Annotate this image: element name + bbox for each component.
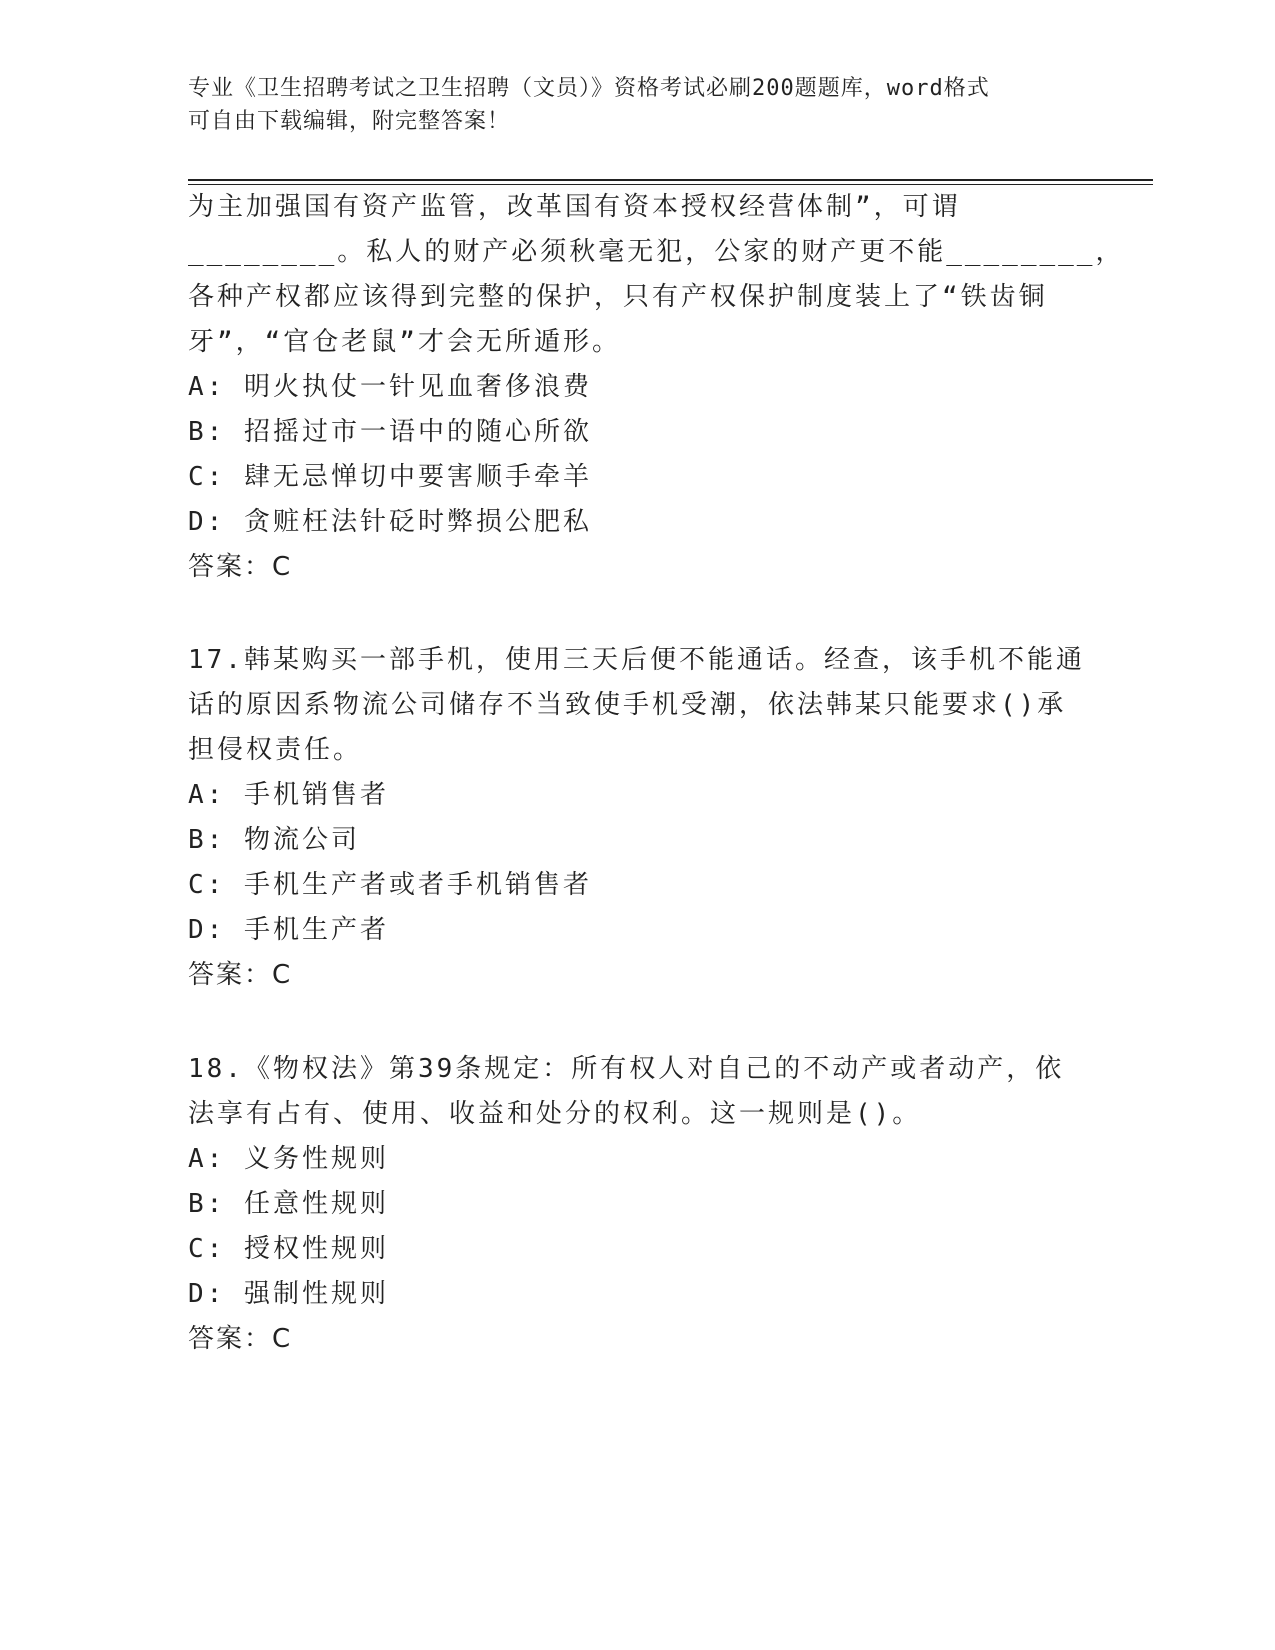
page-header bbox=[188, 72, 1088, 138]
question-17 bbox=[188, 638, 1088, 998]
question-16 bbox=[188, 185, 1125, 590]
question-text-line: ________。私人的财产必须秋毫无犯，公家的财产更不能________， bbox=[188, 237, 1125, 267]
question-text-line: 法享有占有、使用、收益和处分的权利。这一规则是()。 bbox=[188, 1099, 922, 1129]
option-d: D: 手机生产者 bbox=[188, 915, 389, 945]
question-text-line: 话的原因系物流公司储存不当致使手机受潮，依法韩某只能要求()承 bbox=[188, 690, 1067, 720]
header-line-2: 可自由下载编辑，附完整答案！ bbox=[188, 109, 511, 134]
header-divider-thick bbox=[188, 179, 1153, 181]
answer: 答案：C bbox=[188, 552, 293, 582]
question-text-line: 各种产权都应该得到完整的保护，只有产权保护制度装上了“铁齿铜 bbox=[188, 282, 1048, 312]
question-text-line: 18.《物权法》第39条规定：所有权人对自己的不动产或者动产，依 bbox=[188, 1054, 1065, 1084]
question-text-line: 17.韩某购买一部手机，使用三天后便不能通话。经查，该手机不能通 bbox=[188, 645, 1085, 675]
option-d: D: 强制性规则 bbox=[188, 1279, 389, 1309]
option-b: B: 物流公司 bbox=[188, 825, 360, 855]
option-a: A: 手机销售者 bbox=[188, 780, 389, 810]
question-18 bbox=[188, 1047, 1088, 1362]
option-b: B: 任意性规则 bbox=[188, 1189, 389, 1219]
question-text-line: 担侵权责任。 bbox=[188, 735, 363, 765]
answer: 答案：C bbox=[188, 1324, 293, 1354]
header-line-1: 专业《卫生招聘考试之卫生招聘（文员）》资格考试必刷200题题库，word格式 bbox=[188, 76, 990, 101]
option-c: C: 肆无忌惮切中要害顺手牵羊 bbox=[188, 462, 592, 492]
option-d: D: 贪赃枉法针砭时弊损公肥私 bbox=[188, 507, 592, 537]
option-c: C: 手机生产者或者手机销售者 bbox=[188, 870, 592, 900]
option-a: A: 义务性规则 bbox=[188, 1144, 389, 1174]
option-b: B: 招摇过市一语中的随心所欲 bbox=[188, 417, 592, 447]
option-c: C: 授权性规则 bbox=[188, 1234, 389, 1264]
option-a: A: 明火执仗一针见血奢侈浪费 bbox=[188, 372, 592, 402]
question-text-line: 牙”，“官仓老鼠”才会无所遁形。 bbox=[188, 327, 621, 357]
answer: 答案：C bbox=[188, 960, 293, 990]
question-text-line: 为主加强国有资产监管，改革国有资本授权经营体制”，可谓 bbox=[188, 192, 961, 222]
